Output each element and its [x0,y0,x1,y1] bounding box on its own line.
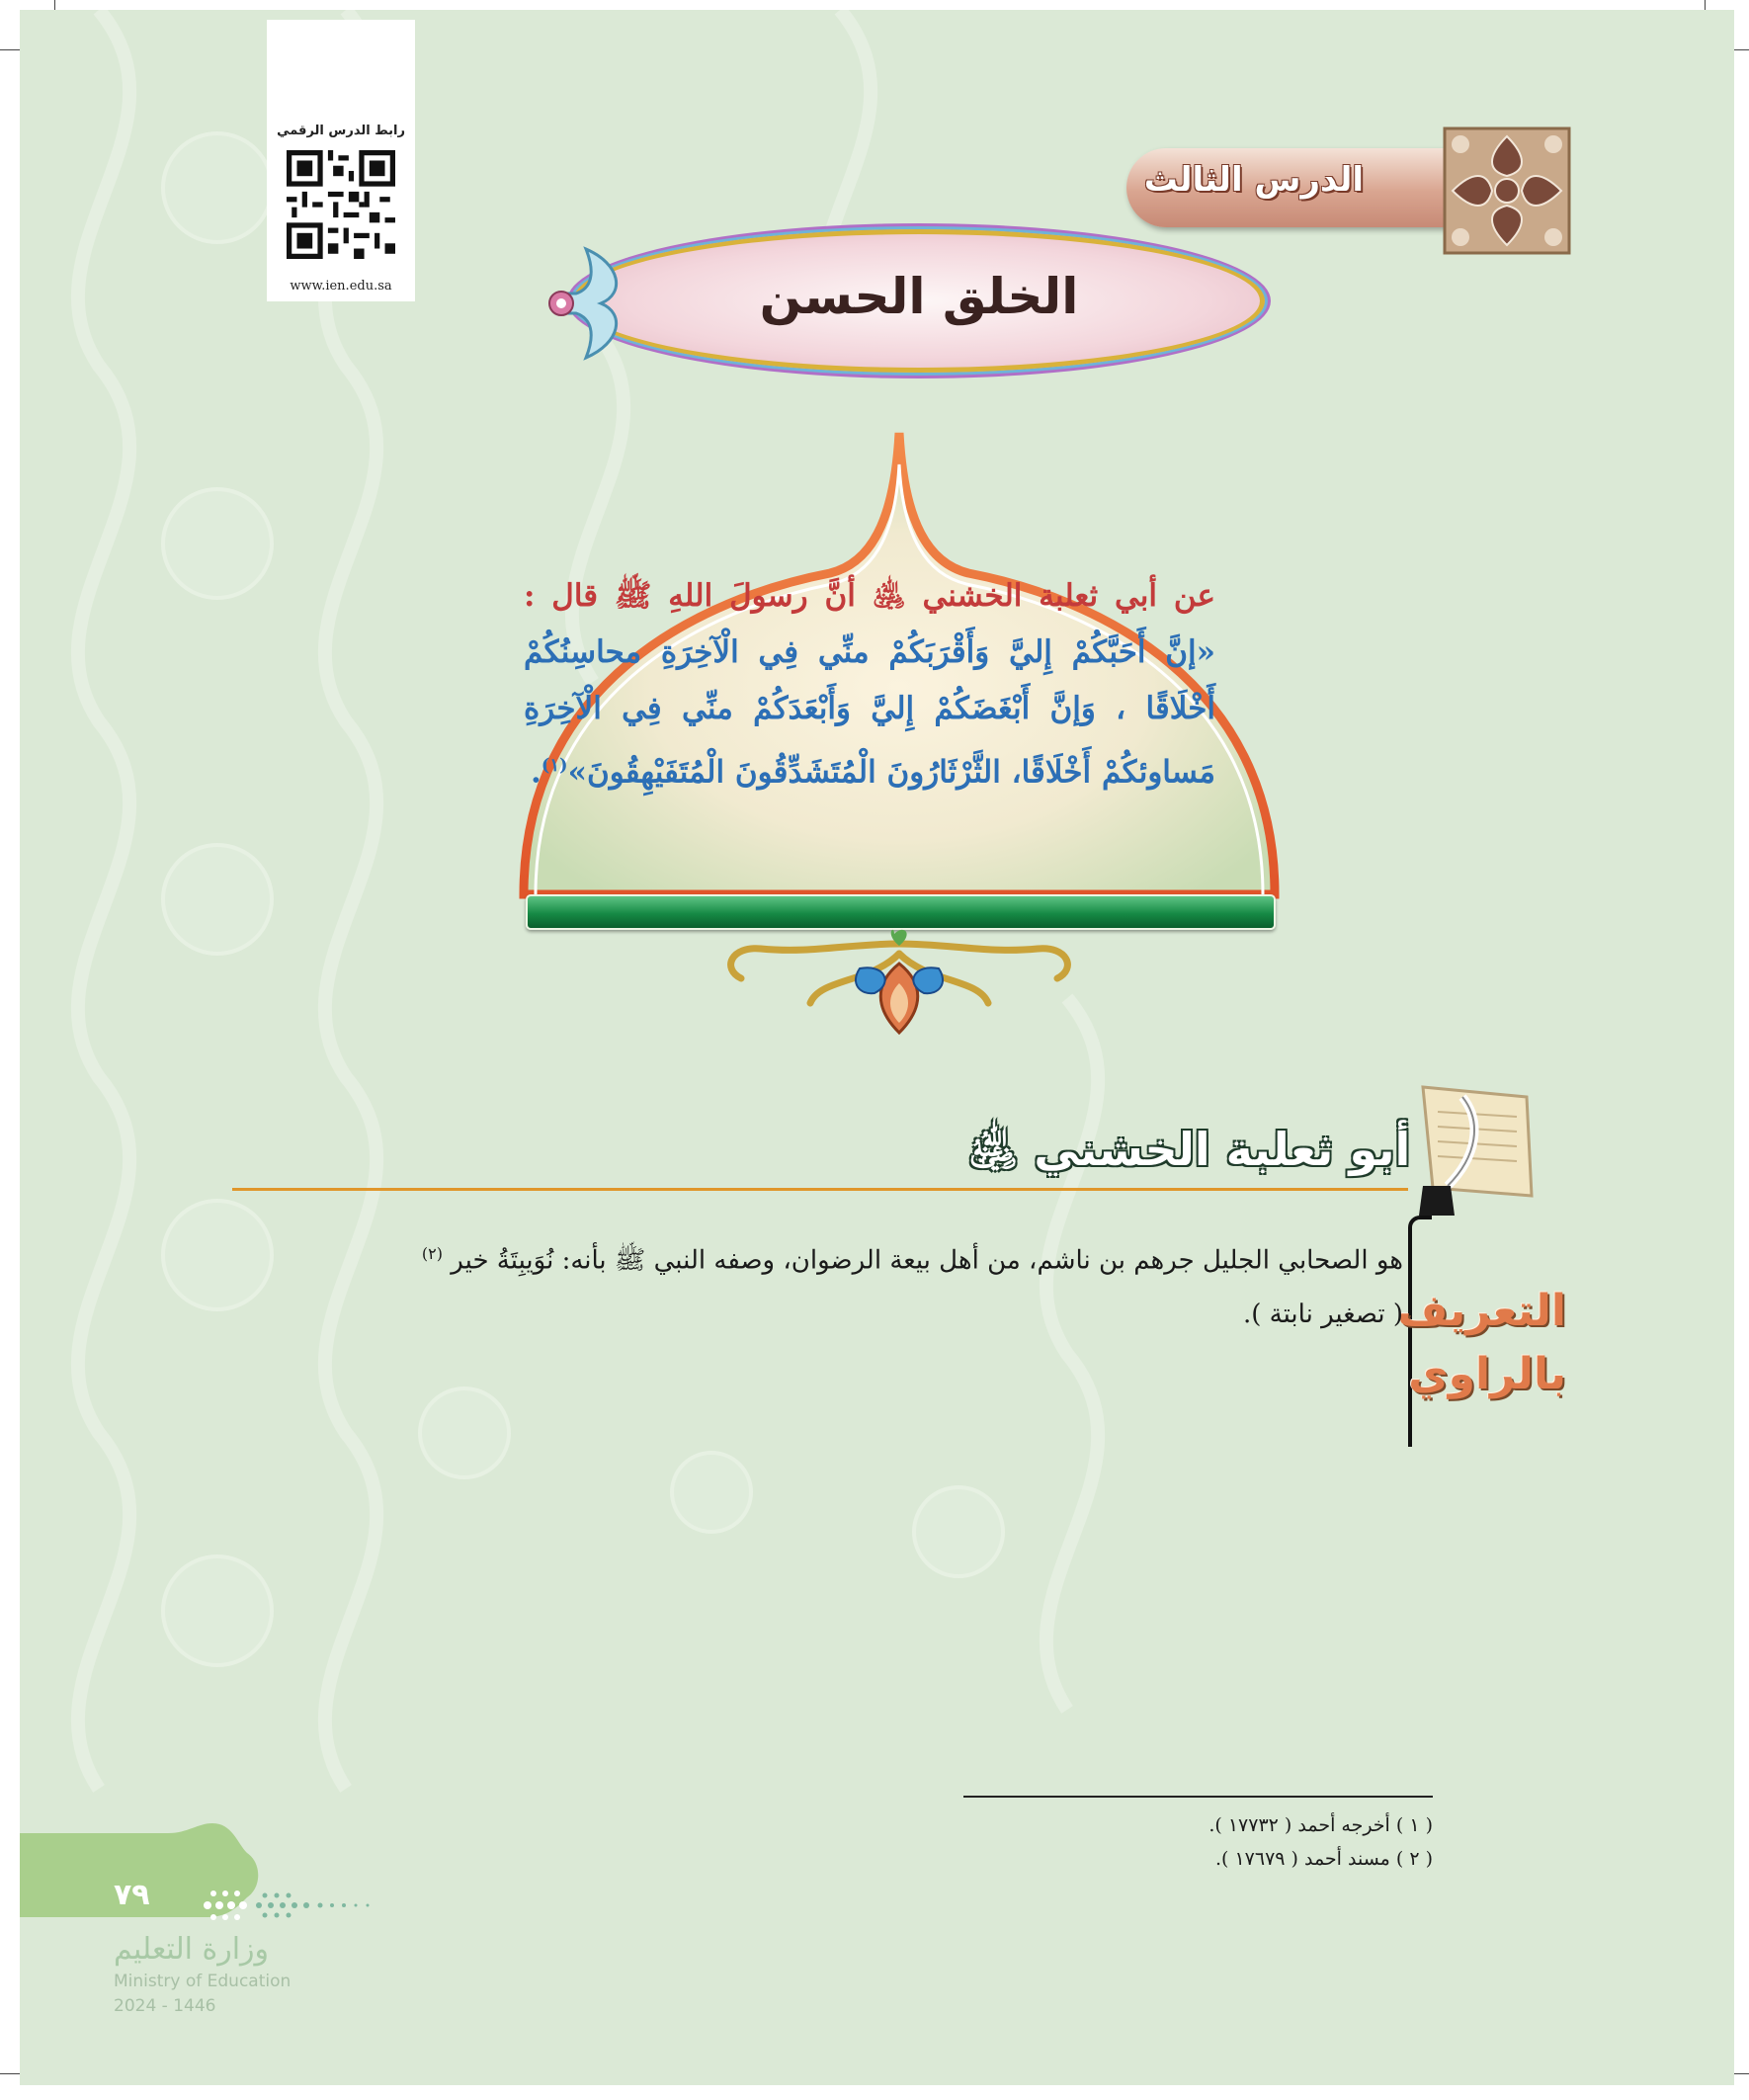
narrator-side-label [1397,1280,1566,1406]
lesson-number-label: الدرس الثالث [1143,160,1364,200]
footnote-rule [963,1796,1433,1798]
textbook-page [20,10,1734,2085]
hadith-end: . [531,754,541,791]
narrator-bio [346,1227,1403,1341]
academic-year: 2024 - 1446 [114,1996,216,2016]
narrator-heading: أبو ثعلبة الخشني ﵁ [968,1123,1411,1176]
bio-note: ( تصغير نابتة ). [1242,1299,1403,1329]
bio-main: هو الصحابي الجليل جرهم بن ناشم، من أهل بيعة الرضوان، وصفه النبي ﷺ بأنه: نُوَيبِتَةُ خير [451,1245,1403,1276]
scroll-quill-icon [1403,1077,1551,1220]
lesson-title: الخلق الحسن [759,268,1079,325]
lesson-title-banner [573,229,1265,373]
hadith-body: «إنَّ أَحَبَّكُمْ إِليَّ وَأَقْرَبَكُمْ منِّي فِي الْآخِرَةِ محاسِنُكُمْ أَخْلَاقًا ، وَإنَّ أَبْغَضَكُمْ إِليَّ وَأَبْعَدَكُمْ منِّي فِي الْآخِرَةِ مَساوئكُمْ أَخْلَاقًا، الثَّرْثَارُونَ الْمُتَشَدِّقُونَ الْمُتَفَيْهِقُونَ» [524,634,1215,791]
ministry-name-en: Ministry of Education [114,1972,292,1991]
side-label-line1: التعريف [1397,1286,1566,1336]
qr-panel[interactable] [267,20,415,301]
bio-footnote-marker: (٢) [421,1244,443,1263]
side-label-line2: بالراوي [1408,1349,1566,1399]
footnotes [963,1808,1433,1876]
ministry-name-ar: وزارة التعليم [114,1932,270,1967]
qr-code-icon[interactable] [287,150,395,259]
floral-ornament-icon [702,924,1097,1052]
ministry-logo-dots-icon [198,1886,395,1925]
hadith-footnote-marker: (١) [541,755,568,776]
section-divider [232,1188,1408,1191]
qr-label: رابط الدرس الرقمي [277,124,405,138]
footnote-item: ( ١ ) أخرجه أحمد ( ١٧٧٣٢ ). [1208,1814,1433,1836]
title-ornament-icon [522,239,650,368]
footnote-item: ( ٢ ) مسند أحمد ( ١٧٦٧٩ ). [1214,1848,1433,1870]
corner-ornament-icon [1433,117,1581,265]
hadith-intro: عن أبي ثعلبة الخشني ﵁ أنَّ رسولَ اللهِ ﷺ قال : [524,578,1215,614]
qr-url[interactable]: www.ien.edu.sa [290,279,392,294]
hadith-text [524,568,1215,800]
page-number: ٧٩ [114,1878,150,1912]
